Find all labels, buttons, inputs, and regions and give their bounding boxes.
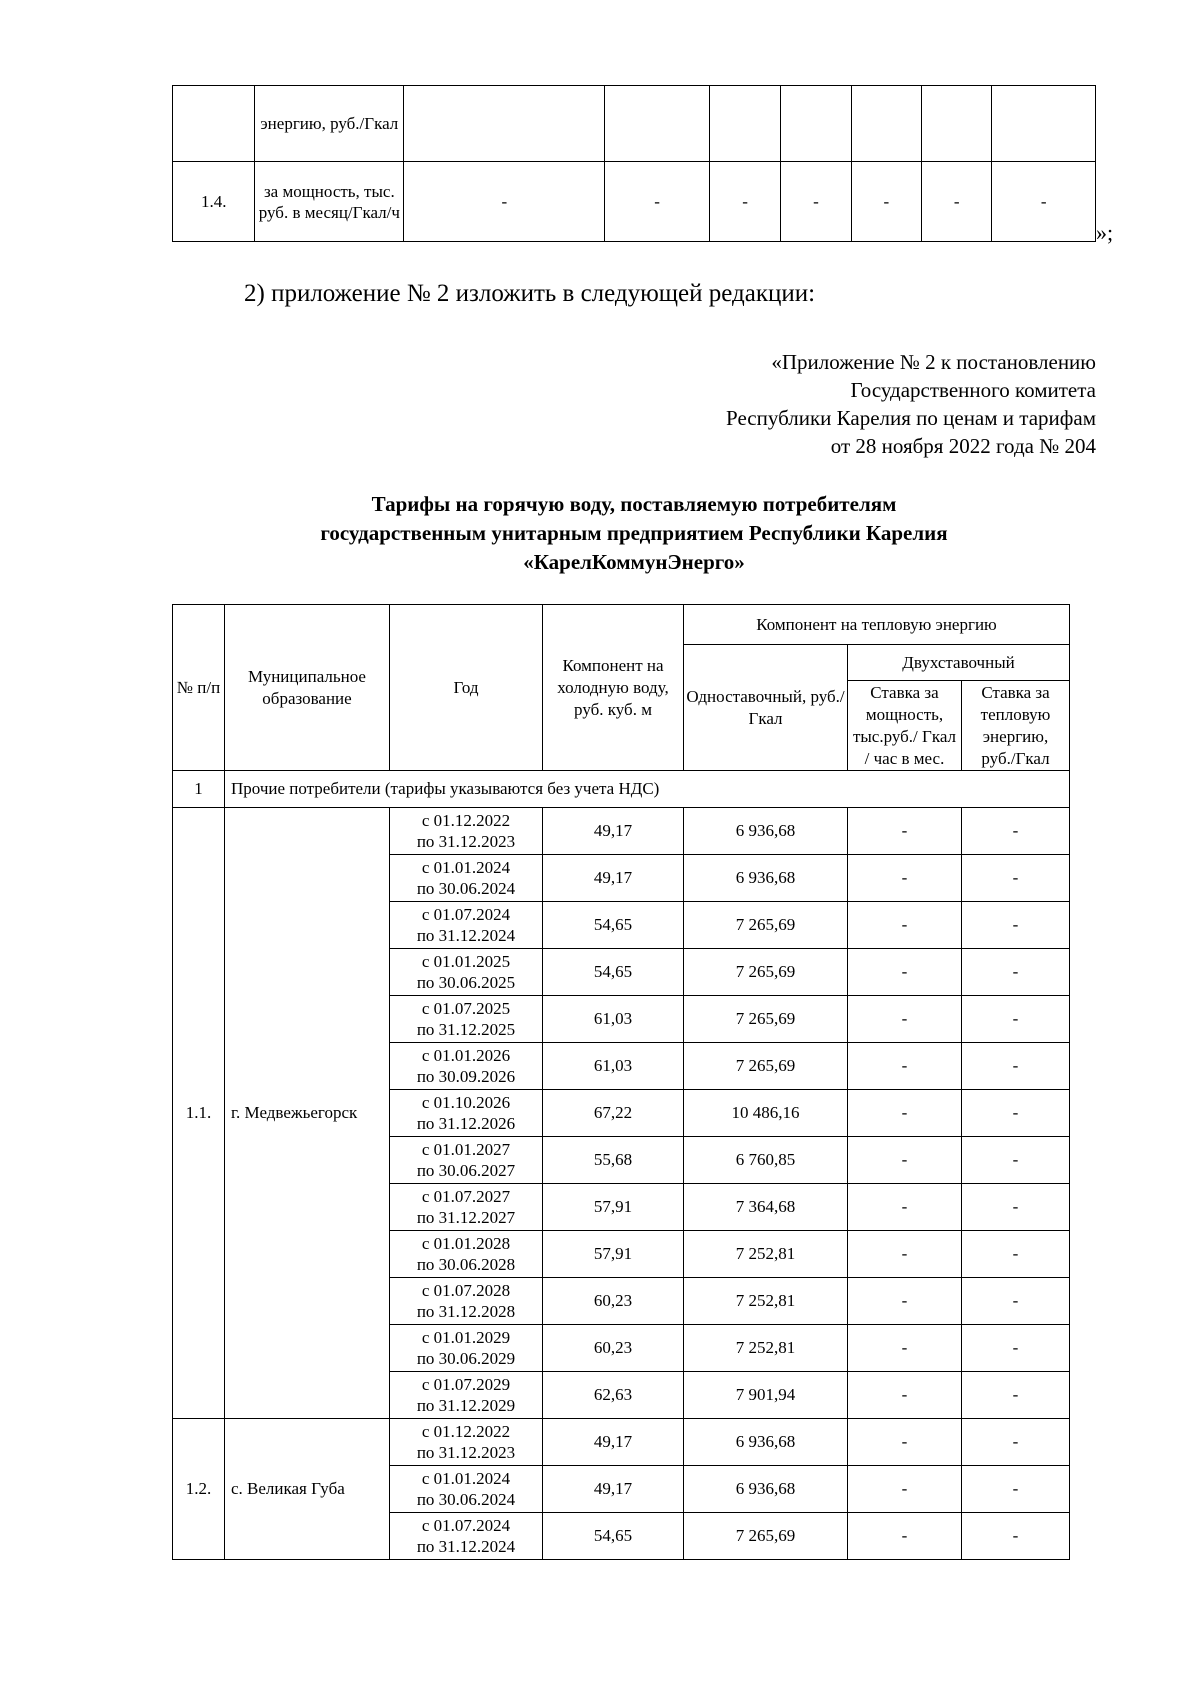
period-cell xyxy=(390,1419,543,1466)
capacity-rate-cell: - xyxy=(848,855,962,902)
energy-rate-cell: - xyxy=(962,1325,1070,1372)
cold-water-cell: 49,17 xyxy=(543,1466,684,1513)
period-from: с 01.07.2029 xyxy=(421,1375,511,1394)
cold-water-cell: 67,22 xyxy=(543,1090,684,1137)
single-rate-cell: 7 265,69 xyxy=(684,1513,848,1560)
energy-rate-cell: - xyxy=(962,1278,1070,1325)
continuation-table xyxy=(172,85,1096,242)
period-from: с 01.01.2024 xyxy=(421,1469,511,1488)
continuation-value-cell xyxy=(605,86,710,162)
energy-rate-cell: - xyxy=(962,1466,1070,1513)
period-cell xyxy=(390,1090,543,1137)
cold-water-cell: 49,17 xyxy=(543,1419,684,1466)
continuation-num-cell: 1.4. xyxy=(173,162,255,242)
period-cell xyxy=(390,1513,543,1560)
tariff-row xyxy=(173,808,1070,855)
energy-rate-cell: - xyxy=(962,1043,1070,1090)
cold-water-cell: 54,65 xyxy=(543,902,684,949)
period-cell xyxy=(390,1231,543,1278)
capacity-rate-cell: - xyxy=(848,1090,962,1137)
capacity-rate-cell: - xyxy=(848,1231,962,1278)
single-rate-cell: 10 486,16 xyxy=(684,1090,848,1137)
title-line: Тарифы на горячую воду, поставляемую потребителям xyxy=(371,492,897,516)
tariff-table xyxy=(172,604,1070,1560)
cold-water-cell: 60,23 xyxy=(543,1278,684,1325)
period-cell xyxy=(390,1278,543,1325)
period-to: по 31.12.2026 xyxy=(416,1114,516,1133)
tariff-table-body xyxy=(173,808,1070,1560)
period-to: по 31.12.2029 xyxy=(416,1396,516,1415)
energy-rate-cell: - xyxy=(962,855,1070,902)
single-rate-cell: 7 252,81 xyxy=(684,1325,848,1372)
continuation-value-cell xyxy=(992,86,1096,162)
period-to: по 30.06.2028 xyxy=(416,1255,516,1274)
group-num-cell: 1.1. xyxy=(173,808,225,1419)
period-to: по 31.12.2028 xyxy=(416,1302,516,1321)
single-rate-cell: 7 265,69 xyxy=(684,996,848,1043)
continuation-value-cell: - xyxy=(851,162,921,242)
cold-water-cell: 57,91 xyxy=(543,1184,684,1231)
capacity-rate-cell: - xyxy=(848,1513,962,1560)
cold-water-cell: 54,65 xyxy=(543,949,684,996)
period-from: с 01.07.2024 xyxy=(421,905,511,924)
capacity-rate-cell: - xyxy=(848,1184,962,1231)
single-rate-cell: 6 936,68 xyxy=(684,1419,848,1466)
continuation-label-cell: за мощность, тыс. руб. в месяц/Гкал/ч xyxy=(255,162,404,242)
header-single-rate: Одноставочный, руб./Гкал xyxy=(684,645,848,771)
appendix-line: Государственного комитета xyxy=(850,378,1096,402)
cold-water-cell: 55,68 xyxy=(543,1137,684,1184)
header-municipality: Муниципальное образование xyxy=(225,605,390,771)
municipality-cell: с. Великая Губа xyxy=(225,1419,390,1560)
continuation-value-cell: - xyxy=(992,162,1096,242)
period-from: с 01.01.2026 xyxy=(421,1046,511,1065)
period-to: по 30.06.2029 xyxy=(416,1349,516,1368)
capacity-rate-cell: - xyxy=(848,1372,962,1419)
period-to: по 31.12.2027 xyxy=(416,1208,516,1227)
cold-water-cell: 62,63 xyxy=(543,1372,684,1419)
period-from: с 01.01.2028 xyxy=(421,1234,511,1253)
capacity-rate-cell: - xyxy=(848,1419,962,1466)
single-rate-cell: 7 364,68 xyxy=(684,1184,848,1231)
continuation-value-cell xyxy=(922,86,992,162)
continuation-row xyxy=(173,86,1096,162)
period-to: по 31.12.2023 xyxy=(416,1443,516,1462)
period-cell xyxy=(390,855,543,902)
energy-rate-cell: - xyxy=(962,1372,1070,1419)
continuation-value-cell: - xyxy=(922,162,992,242)
header-energy-rate: Ставка за тепловую энергию, руб./Гкал xyxy=(962,681,1070,771)
cold-water-cell: 61,03 xyxy=(543,996,684,1043)
period-cell xyxy=(390,1043,543,1090)
period-to: по 30.06.2024 xyxy=(416,1490,516,1509)
appendix-header xyxy=(726,348,1096,460)
header-year: Год xyxy=(390,605,543,771)
period-from: с 01.07.2028 xyxy=(421,1281,511,1300)
capacity-rate-cell: - xyxy=(848,1137,962,1184)
continuation-value-cell xyxy=(404,86,605,162)
period-from: с 01.07.2025 xyxy=(421,999,511,1018)
period-to: по 31.12.2024 xyxy=(416,926,516,945)
period-from: с 01.01.2025 xyxy=(421,952,511,971)
section-num: 1 xyxy=(173,771,225,808)
header-capacity-rate: Ставка за мощность, тыс.руб./ Гкал / час в мес. xyxy=(848,681,962,771)
single-rate-cell: 6 936,68 xyxy=(684,855,848,902)
amendment-step: 2) приложение № 2 изложить в следующей редакции: xyxy=(244,280,816,307)
period-from: с 01.12.2022 xyxy=(421,1422,511,1441)
title-line: «КарелКоммунЭнерго» xyxy=(523,550,745,574)
continuation-value-cell: - xyxy=(709,162,780,242)
single-rate-cell: 7 265,69 xyxy=(684,1043,848,1090)
period-from: с 01.01.2027 xyxy=(421,1140,511,1159)
period-cell xyxy=(390,1325,543,1372)
period-cell xyxy=(390,949,543,996)
single-rate-cell: 6 760,85 xyxy=(684,1137,848,1184)
energy-rate-cell: - xyxy=(962,1090,1070,1137)
continuation-value-cell xyxy=(781,86,851,162)
period-cell xyxy=(390,996,543,1043)
single-rate-cell: 7 265,69 xyxy=(684,949,848,996)
capacity-rate-cell: - xyxy=(848,1466,962,1513)
energy-rate-cell: - xyxy=(962,949,1070,996)
energy-rate-cell: - xyxy=(962,996,1070,1043)
continuation-value-cell xyxy=(851,86,921,162)
appendix-line: Республики Карелия по ценам и тарифам xyxy=(726,406,1096,430)
group-num-cell: 1.2. xyxy=(173,1419,225,1560)
continuation-label-cell: энергию, руб./Гкал xyxy=(255,86,404,162)
continuation-value-cell xyxy=(709,86,780,162)
capacity-rate-cell: - xyxy=(848,1278,962,1325)
capacity-rate-cell: - xyxy=(848,1043,962,1090)
energy-rate-cell: - xyxy=(962,808,1070,855)
energy-rate-cell: - xyxy=(962,1184,1070,1231)
single-rate-cell: 6 936,68 xyxy=(684,808,848,855)
period-to: по 31.12.2023 xyxy=(416,832,516,851)
period-to: по 30.09.2026 xyxy=(416,1067,516,1086)
period-cell xyxy=(390,902,543,949)
cold-water-cell: 49,17 xyxy=(543,808,684,855)
single-rate-cell: 7 252,81 xyxy=(684,1231,848,1278)
header-cold-water: Компонент на холодную воду, руб. куб. м xyxy=(543,605,684,771)
continuation-value-cell: - xyxy=(781,162,851,242)
period-cell xyxy=(390,1466,543,1513)
tariff-row xyxy=(173,1419,1070,1466)
period-from: с 01.01.2029 xyxy=(421,1328,511,1347)
period-cell xyxy=(390,1137,543,1184)
period-to: по 31.12.2024 xyxy=(416,1537,516,1556)
single-rate-cell: 7 252,81 xyxy=(684,1278,848,1325)
cold-water-cell: 61,03 xyxy=(543,1043,684,1090)
period-cell xyxy=(390,1184,543,1231)
period-from: с 01.12.2022 xyxy=(421,811,511,830)
header-heat-component: Компонент на тепловую энергию xyxy=(684,605,1070,645)
period-to: по 30.06.2025 xyxy=(416,973,516,992)
cold-water-cell: 57,91 xyxy=(543,1231,684,1278)
period-from: с 01.10.2026 xyxy=(421,1093,511,1112)
energy-rate-cell: - xyxy=(962,902,1070,949)
capacity-rate-cell: - xyxy=(848,996,962,1043)
period-to: по 30.06.2024 xyxy=(416,879,516,898)
period-from: с 01.07.2027 xyxy=(421,1187,511,1206)
closing-quote: »; xyxy=(1096,220,1114,245)
capacity-rate-cell: - xyxy=(848,949,962,996)
continuation-num-cell xyxy=(173,86,255,162)
capacity-rate-cell: - xyxy=(848,1325,962,1372)
single-rate-cell: 6 936,68 xyxy=(684,1466,848,1513)
cold-water-cell: 49,17 xyxy=(543,855,684,902)
continuation-table-body xyxy=(173,86,1096,242)
title-line: государственным унитарным предприятием Республики Карелия xyxy=(320,521,948,545)
energy-rate-cell: - xyxy=(962,1419,1070,1466)
continuation-value-cell: - xyxy=(605,162,710,242)
energy-rate-cell: - xyxy=(962,1137,1070,1184)
capacity-rate-cell: - xyxy=(848,902,962,949)
period-from: с 01.07.2024 xyxy=(421,1516,511,1535)
cold-water-cell: 60,23 xyxy=(543,1325,684,1372)
period-from: с 01.01.2024 xyxy=(421,858,511,877)
capacity-rate-cell: - xyxy=(848,808,962,855)
municipality-cell: г. Медвежьегорск xyxy=(225,808,390,1419)
appendix-line: от 28 ноября 2022 года № 204 xyxy=(830,434,1096,458)
period-to: по 31.12.2025 xyxy=(416,1020,516,1039)
period-cell xyxy=(390,808,543,855)
single-rate-cell: 7 901,94 xyxy=(684,1372,848,1419)
period-cell xyxy=(390,1372,543,1419)
section-label: Прочие потребители (тарифы указываются без учета НДС) xyxy=(225,771,1070,808)
continuation-row xyxy=(173,162,1096,242)
header-num: № п/п xyxy=(173,605,225,771)
single-rate-cell: 7 265,69 xyxy=(684,902,848,949)
continuation-value-cell: - xyxy=(404,162,605,242)
appendix-line: «Приложение № 2 к постановлению xyxy=(771,350,1096,374)
document-title xyxy=(172,490,1096,577)
period-to: по 30.06.2027 xyxy=(416,1161,516,1180)
energy-rate-cell: - xyxy=(962,1231,1070,1278)
header-two-rate: Двухставочный xyxy=(848,645,1070,681)
cold-water-cell: 54,65 xyxy=(543,1513,684,1560)
energy-rate-cell: - xyxy=(962,1513,1070,1560)
